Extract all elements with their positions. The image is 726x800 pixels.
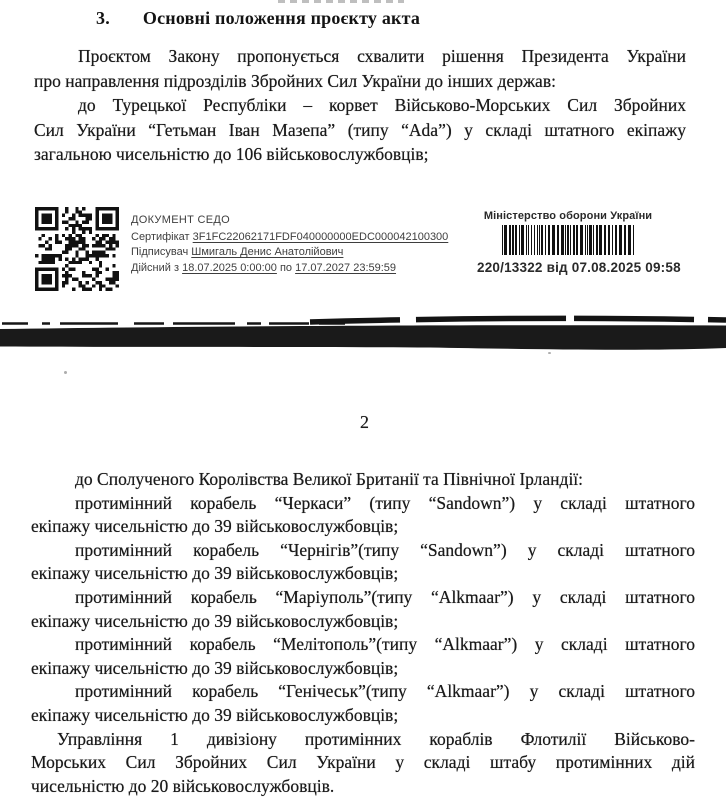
paragraph	[34, 93, 686, 167]
registration-stamp	[477, 210, 681, 275]
page-break-bar	[0, 303, 726, 365]
text-line: до Турецької Республіки – корвет Військово-Морських Сил Збройних	[78, 95, 686, 115]
sedo-qr-code-icon	[35, 205, 119, 293]
paragraph	[34, 44, 686, 93]
text-line: Морських Сил Збройних Сил України у складі штабу протимінних дій	[31, 752, 695, 773]
sedo-certificate-label: Сертифікат	[131, 230, 190, 243]
sedo-certificate-line	[131, 230, 491, 246]
sedo-valid-to: 17.07.2027 23:59:59	[295, 261, 397, 274]
scan-artifact-top	[278, 0, 404, 3]
section-heading	[96, 8, 420, 29]
stamp-registration-number: 220/13322 від 07.08.2025 09:58	[477, 260, 681, 275]
paragraph	[31, 492, 695, 539]
text-line: протимінний корабель “Черкаси” (типу “Sandown”) у складі штатного	[75, 492, 695, 513]
sedo-validity-line	[131, 261, 491, 277]
text-line: Управління 1 дивізіону протимінних кораблів Флотилії Військово-	[57, 728, 695, 749]
text-line: екіпажу чисельністю до 39 військовослужбовців;	[31, 516, 399, 537]
scan-speck	[548, 352, 551, 354]
barcode-icon	[502, 225, 634, 255]
sedo-certificate-value: 3F1FC22062171FDF040000000EDC000042100300	[192, 230, 449, 243]
sedo-validity-label: Дійсний з	[131, 261, 180, 274]
sedo-title: ДОКУМЕНТ СЕДО	[131, 214, 230, 226]
paragraph	[31, 728, 695, 799]
text-line: протимінний корабель “Генічеськ”(типу “Alkmaar”) у складі штатного	[75, 681, 695, 702]
text-line: екіпажу чисельністю до 39 військовослужбовців;	[31, 563, 399, 584]
paragraph	[31, 633, 695, 680]
paragraph	[31, 539, 695, 586]
paragraph	[31, 680, 695, 727]
page2-body	[31, 468, 695, 798]
sedo-signature-block	[131, 213, 491, 276]
text-line: до Сполученого Королівства Великої Британії та Північної Ірландії:	[75, 469, 584, 489]
text-line: Проєктом Закону пропонується схвалити рішення Президента України	[78, 46, 686, 66]
sedo-valid-from: 18.07.2025 0:00:00	[182, 261, 277, 274]
page1-body	[34, 44, 686, 167]
sedo-signer-label: Підписувач	[131, 246, 189, 258]
stamp-agency-name: Міністерство оборони України	[483, 210, 653, 222]
section-number: 3.	[96, 8, 110, 28]
scan-speck	[64, 371, 67, 374]
sedo-signer-line	[131, 245, 491, 261]
paragraph	[31, 468, 695, 492]
text-line: протимінний корабель “Мелітополь”(типу “Alkmaar”) у складі штатного	[75, 634, 695, 655]
text-line: екіпажу чисельністю до 39 військовослужбовців;	[31, 657, 399, 678]
sedo-validity-separator: по	[279, 261, 293, 274]
text-line: екіпажу чисельністю до 39 військовослужбовців;	[31, 704, 399, 725]
sedo-signer-value: Шмигаль Денис Анатолійович	[191, 246, 344, 258]
paragraph	[31, 586, 695, 633]
text-line: протимінний корабель “Чернігів”(типу “Sandown”) у складі штатного	[75, 539, 695, 560]
text-line: протимінний корабель “Маріуполь”(типу “Alkmaar”) у складі штатного	[75, 586, 695, 607]
text-line: Сил України “Гетьман Іван Мазепа” (типу “Ada”) у складі штатного екіпажу	[34, 119, 686, 140]
text-line: чисельністю до 20 військовослужбовців.	[31, 775, 335, 796]
page-number: 2	[360, 412, 369, 432]
text-line: загальною чисельністю до 106 військовослужбовців;	[34, 144, 429, 164]
text-line: екіпажу чисельністю до 39 військовослужбовців;	[31, 610, 399, 631]
text-line: про направлення підрозділів Збройних Сил України до інших держав:	[34, 70, 556, 91]
section-title: Основні положення проєкту акта	[142, 8, 421, 28]
